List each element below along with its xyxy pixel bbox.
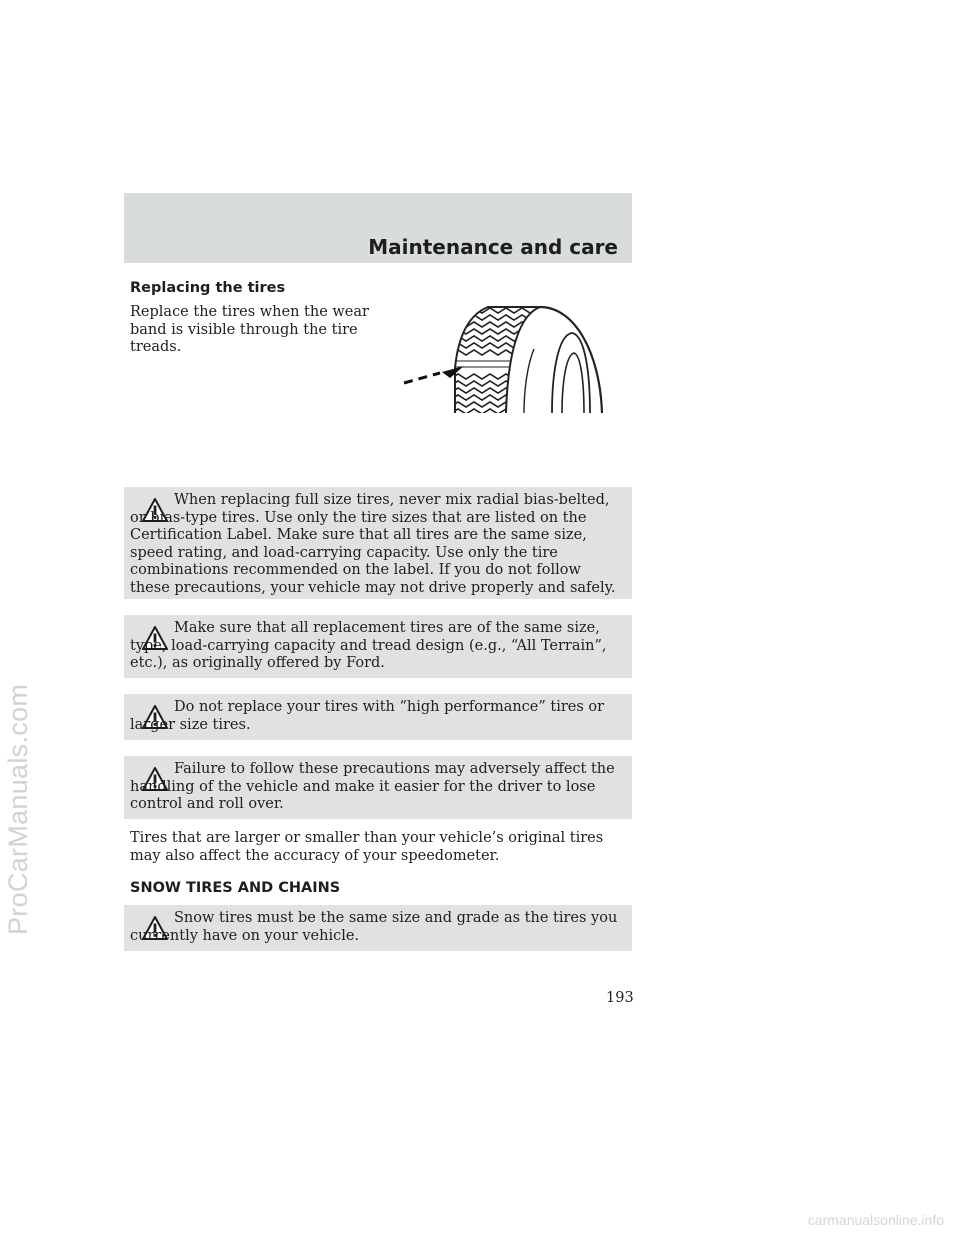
warning-text: Make sure that all replacement tires are of the same size, type, load-carrying capacity and tread design (e.g., “All Terrain”, etc.), as originally offered by Ford. — [130, 620, 607, 671]
warning-text: Failure to follow these precautions may adversely affect the handling of the vehicle and make it easier for the driver to lose control and roll over. — [130, 761, 615, 812]
section-header — [124, 193, 632, 263]
bottom-watermark: carmanualsonline.info — [807, 1212, 944, 1228]
speedometer-note: Tires that are larger or smaller than your vehicle’s original tires may also affect the accuracy of your speedometer. — [130, 830, 604, 864]
tire-wear-band-illustration — [400, 293, 610, 422]
warning-text: Do not replace your tires with “high performance” tires or larger size tires. — [130, 699, 605, 733]
snow-tires-heading: SNOW TIRES AND CHAINS — [130, 880, 341, 896]
section-title: Maintenance and care — [368, 235, 618, 259]
warning-box — [124, 487, 632, 599]
warning-box — [124, 615, 632, 678]
replacing-tires-intro: Replace the tires when the wear band is visible through the tire treads. — [130, 304, 369, 355]
warning-box — [124, 756, 632, 819]
replacing-tires-heading: Replacing the tires — [130, 280, 286, 296]
warning-text: When replacing full size tires, never mix radial bias-belted, or bias-type tires. Use only the tire sizes that are listed on the Certification Label. Make sure that all tires are the same size, speed rating, and load-carrying capacity. Use only the tire combinations recommended on the label. If you do not follow these precautions, your vehicle may not drive properly and safely. — [130, 492, 616, 596]
side-watermark: ProCarManuals.com — [3, 683, 33, 935]
warning-text: Snow tires must be the same size and grade as the tires you currently have on your vehicle. — [130, 910, 618, 944]
warning-box — [124, 694, 632, 740]
warning-box — [124, 905, 632, 951]
page-number: 193 — [606, 990, 634, 1006]
